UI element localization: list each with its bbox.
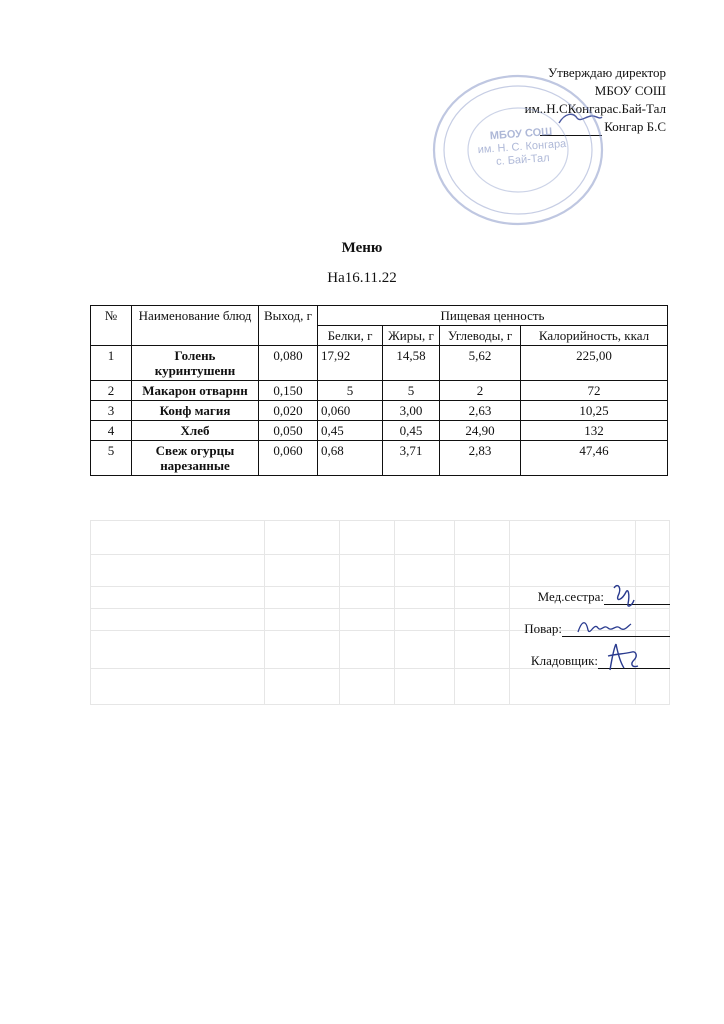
- approval-line-2: МБОУ СОШ: [594, 83, 666, 98]
- cell-fat: 5: [383, 381, 440, 401]
- cell-name: Хлеб: [132, 421, 259, 441]
- header-carbs: Углеводы, г: [440, 326, 521, 346]
- cell-protein: 0,45: [318, 421, 383, 441]
- cell-output: 0,050: [259, 421, 318, 441]
- signatures-block: [470, 588, 670, 684]
- stamp-line-2: им. Н. С. Конгара: [477, 137, 567, 157]
- header-output: Выход, г: [259, 306, 318, 346]
- cell-protein: 0,68: [318, 441, 383, 476]
- signature-row-nurse: [470, 588, 670, 620]
- cell-name: Свеж огурцы нарезанные: [132, 441, 259, 476]
- cell-fat: 14,58: [383, 346, 440, 381]
- cook-signature: [574, 614, 634, 640]
- cell-carbs: 2,63: [440, 401, 521, 421]
- table-row: [91, 381, 668, 401]
- storekeeper-label: Кладовщик:: [530, 653, 598, 668]
- cell-output: 0,020: [259, 401, 318, 421]
- director-name: Конгар Б.С: [604, 119, 666, 134]
- nurse-label: Мед.сестра:: [537, 589, 604, 604]
- header-calories: Калорийность, ккал: [521, 326, 668, 346]
- cell-calories: 132: [521, 421, 668, 441]
- approval-line-1: Утверждаю директор: [547, 65, 666, 80]
- cell-no: 2: [91, 381, 132, 401]
- cell-output: 0,060: [259, 441, 318, 476]
- stamp-line-3: с. Бай-Тал: [495, 152, 550, 168]
- document-date: На16.11.22: [327, 270, 397, 286]
- cell-no: 4: [91, 421, 132, 441]
- cook-label: Повар:: [524, 621, 562, 636]
- cell-protein: 0,060: [318, 401, 383, 421]
- cell-fat: 3,00: [383, 401, 440, 421]
- cell-fat: 0,45: [383, 421, 440, 441]
- cell-calories: 225,00: [521, 346, 668, 381]
- cell-fat: 3,71: [383, 441, 440, 476]
- cell-calories: 10,25: [521, 401, 668, 421]
- table-row: [91, 401, 668, 421]
- table-row: [91, 441, 668, 476]
- cell-name: Голень куринтушенн: [132, 346, 259, 381]
- signature-row-storekeeper: [470, 652, 670, 684]
- header-name: Наименование блюд: [132, 306, 259, 346]
- cell-name: Макарон отварнн: [132, 381, 259, 401]
- header-nutrition: Пищевая ценность: [318, 306, 668, 326]
- table-header-row: [91, 306, 668, 326]
- cell-protein: 5: [318, 381, 383, 401]
- cell-calories: 47,46: [521, 441, 668, 476]
- stamp-line-1: МБОУ СОШ: [489, 125, 553, 143]
- nurse-signature: [608, 580, 638, 610]
- document-title: Меню: [341, 240, 383, 256]
- cell-output: 0,150: [259, 381, 318, 401]
- cell-name: Конф магия: [132, 401, 259, 421]
- cell-protein: 17,92: [318, 346, 383, 381]
- cell-no: 3: [91, 401, 132, 421]
- cell-carbs: 24,90: [440, 421, 521, 441]
- cell-carbs: 2,83: [440, 441, 521, 476]
- table-row: [91, 421, 668, 441]
- cell-carbs: 2: [440, 381, 521, 401]
- cell-no: 1: [91, 346, 132, 381]
- table-row: [91, 346, 668, 381]
- approval-line-3: им..Н.СКонгарас.Бай-Тал: [524, 101, 666, 116]
- header-no: №: [91, 306, 132, 346]
- school-stamp: [428, 70, 608, 230]
- cell-carbs: 5,62: [440, 346, 521, 381]
- header-fat: Жиры, г: [383, 326, 440, 346]
- header-protein: Белки, г: [318, 326, 383, 346]
- cell-calories: 72: [521, 381, 668, 401]
- storekeeper-signature: [602, 640, 642, 674]
- cell-no: 5: [91, 441, 132, 476]
- stamp-text: [471, 125, 573, 171]
- cell-output: 0,080: [259, 346, 318, 381]
- menu-table: [90, 305, 668, 476]
